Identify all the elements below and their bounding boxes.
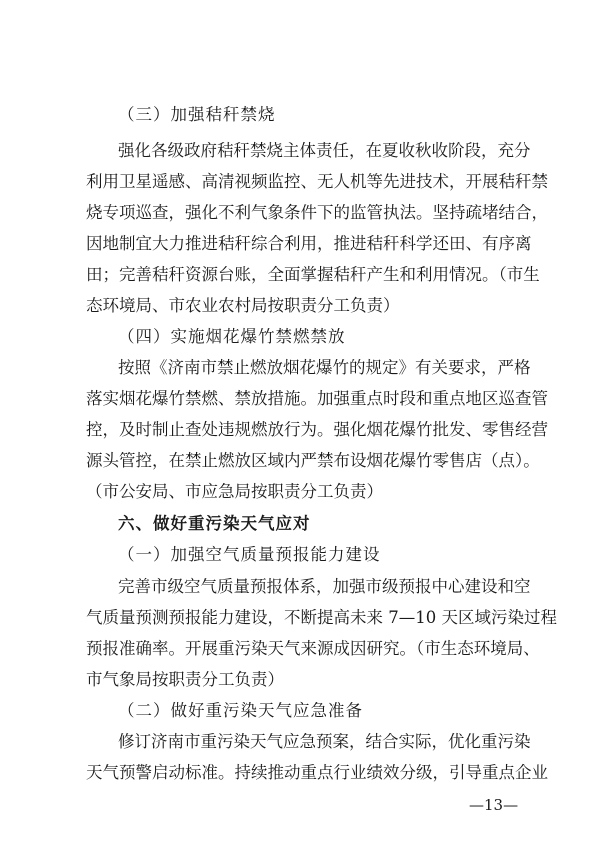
chapter-heading-heavy-pollution: 六、做好重污染天气应对 (118, 514, 311, 533)
paragraph-line: 源头管控，在禁止燃放区域内严禁布设烟花爆竹零售店（点）。 (86, 451, 540, 470)
paragraph-line: 因地制宜大力推进秸秆综合利用，推进秸秆科学还田、有序离 (86, 234, 532, 253)
paragraph-line: 气质量预测预报能力建设，不断提高未来 7—10 天区域污染过程 (86, 608, 557, 627)
paragraph-line: 落实烟花爆竹禁燃、禁放措施。加强重点时段和重点地区巡查管 (86, 389, 548, 408)
paragraph-line: 预报准确率。开展重污染天气来源成因研究。（市生态环境局、 (86, 639, 540, 658)
paragraph-line: 烧专项巡查，强化不利气象条件下的监管执法。坚持疏堵结合， (86, 203, 548, 222)
paragraph-line: 利用卫星遥感、高清视频监控、无人机等先进技术，开展秸秆禁 (86, 172, 548, 191)
paragraph-line: 完善市级空气质量预报体系，加强市级预报中心建设和空 (118, 577, 531, 596)
section-heading-emergency-prep: （二）做好重污染天气应急准备 (118, 701, 363, 720)
paragraph-line: （市公安局、市应急局按职责分工负责） (86, 482, 383, 501)
paragraph-line: 态环境局、市农业农村局按职责分工负责） (86, 296, 400, 315)
paragraph-line: 控，及时制止查处违规燃放行为。强化烟花爆竹批发、零售经营 (86, 420, 548, 439)
section-heading-forecast-capacity: （一）加强空气质量预报能力建设 (118, 545, 381, 564)
paragraph-line: 按照《济南市禁止燃放烟花爆竹的规定》有关要求，严格 (118, 358, 531, 377)
page-number: —13— (469, 796, 519, 814)
section-heading-straw-burning: （三）加强秸秆禁烧 (118, 105, 276, 124)
paragraph-line: 田；完善秸秆资源台账，全面掌握秸秆产生和利用情况。（市生 (86, 265, 540, 284)
paragraph-line: 强化各级政府秸秆禁烧主体责任，在夏收秋收阶段，充分 (118, 141, 531, 160)
paragraph-line: 天气预警启动标准。持续推动重点行业绩效分级，引导重点企业 (86, 763, 548, 782)
paragraph-line: 修订济南市重污染天气应急预案，结合实际，优化重污染 (118, 732, 531, 751)
paragraph-line: 市气象局按职责分工负责） (86, 670, 284, 689)
section-heading-fireworks: （四）实施烟花爆竹禁燃禁放 (118, 327, 346, 346)
